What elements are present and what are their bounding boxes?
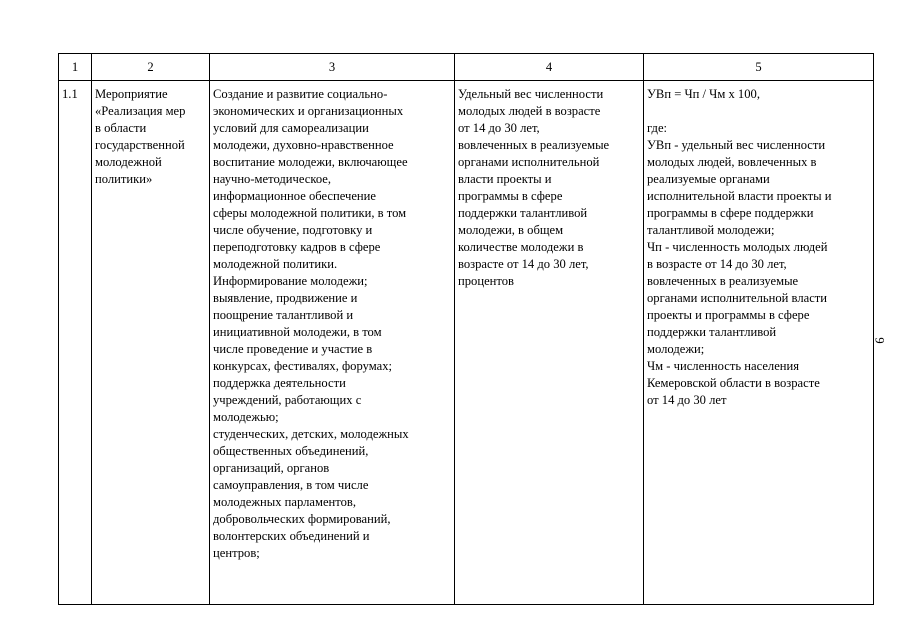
indicator-cell: Удельный вес численности молодых людей в возрасте от 14 до 30 лет, вовлеченных в реализуемые органами исполнительной власти проекты и программы в сфере поддержки талантливой молодежи, в общем количестве молодежи в возрасте от 14 до 30 лет, процентов [455, 81, 644, 605]
program-table [58, 53, 874, 605]
header-col-5: 5 [644, 54, 874, 81]
measure-content-cell: Создание и развитие социально- экономических и организационных условий для самореализации молодежи, духовно-нравственное воспитание молодежи, включающее научно-методическое, информационное обеспечение сферы молодежной политики, в том числе обучение, подготовку и переподготовку кадров в сфере молодежной политики. Информирование молодежи; выявление, продвижение и поощрение талантливой и инициативной молодежи, в том числе проведение и участие в конкурсах, фестивалях, форумах; поддержка деятельности учреждений, работающих с молодежью; студенческих, детских, молодежных общественных объединений, организаций, органов самоуправления, в том числе молодежных парламентов, добровольческих формирований, волонтерских объединений и центров; [210, 81, 455, 605]
formula-cell: УВп = Чп / Чм х 100, где: УВп - удельный вес численности молодых людей, вовлеченных в реализуемые органами исполнительной власти проекты и программы в сфере поддержки талантливой молодежи; Чп - численность молодых людей в возрасте от 14 до 30 лет, вовлеченных в реализуемые органами исполнительной власти проекты и программы в сфере поддержки талантливой молодежи; Чм - численность населения Кемеровской области в возрасте от 14 до 30 лет [644, 81, 874, 605]
table-header-row [59, 54, 874, 81]
table-row [59, 81, 874, 605]
header-col-3: 3 [210, 54, 455, 81]
page-number: 9 [872, 337, 887, 344]
header-col-1: 1 [59, 54, 92, 81]
row-number-cell: 1.1 [59, 81, 92, 605]
measure-name-cell: Мероприятие «Реализация мер в области государственной молодежной политики» [92, 81, 210, 605]
header-col-2: 2 [92, 54, 210, 81]
header-col-4: 4 [455, 54, 644, 81]
